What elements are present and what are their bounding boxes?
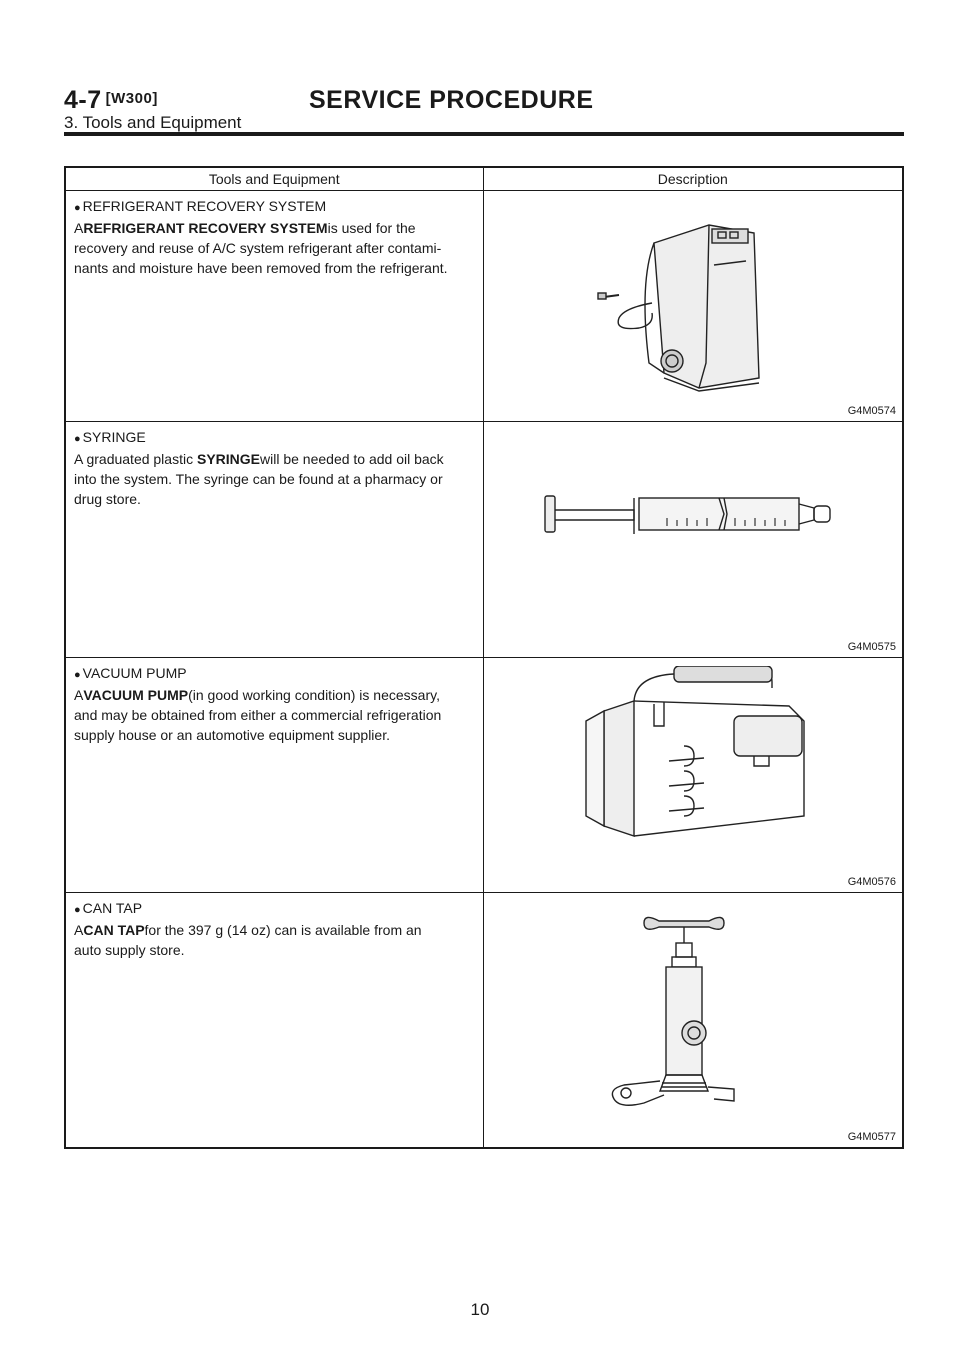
figure-cell [483,191,903,422]
bullet-icon: ● [74,669,81,681]
table-header-row [65,167,903,191]
figure-id: G4M0575 [847,641,896,653]
tool-name: CAN TAP [82,900,143,916]
page-number: 10 [470,1300,490,1319]
figure-id: G4M0577 [847,1130,896,1143]
desc-text: A [74,922,84,938]
figure-cell [483,893,903,1148]
desc-line: recovery and reuse of A/C system refrigerant after contami- [74,240,442,256]
column-header-tools: Tools and Equipment [65,167,483,191]
figure-cell [483,422,903,658]
table-row [65,191,903,422]
desc-bold: SYRINGE [196,451,260,467]
vacuum-pump-illustration [574,666,824,856]
bullet-icon: ● [74,202,81,214]
bullet-icon: ● [74,904,81,916]
tool-description [65,893,483,1148]
desc-line: supply house or an automotive equipment supplier. [74,727,390,743]
column-header-description: Description [483,167,903,191]
figure-id: G4M0576 [847,876,896,888]
desc-bold: CAN TAP [83,922,145,938]
desc-line: nants and moisture have been removed from the refrigerant. [74,260,448,276]
desc-text: will be needed to add oil back [260,451,444,467]
page-subtitle: 3. Tools and Equipment [64,113,242,132]
page-title: SERVICE PROCEDURE [309,86,594,114]
desc-text: A [74,687,84,703]
desc-text: (in good working condition) is necessary, [188,687,440,703]
desc-text: A graduated plastic [74,451,197,467]
tool-name: VACUUM PUMP [82,665,187,681]
can-tap-illustration [604,913,764,1113]
bullet-icon: ● [74,433,81,445]
desc-line: into the system. The syringe can be found at a pharmacy or [74,471,443,487]
table-row [65,422,903,658]
tool-description [65,191,483,422]
table-row [65,893,903,1148]
desc-text: A [74,220,84,236]
figure-id: G4M0574 [847,405,896,417]
desc-line: and may be obtained from either a commercial refrigeration [74,707,442,723]
table-row [65,658,903,893]
desc-line: drug store. [74,491,141,507]
tool-name: REFRIGERANT RECOVERY SYSTEM [82,198,327,214]
section-code: [W300] [105,90,158,107]
tool-description [65,658,483,893]
syringe-illustration [539,484,849,564]
tool-name: SYRINGE [82,429,146,445]
tool-description [65,422,483,658]
figure-cell [483,658,903,893]
desc-text: for the 397 g (14 oz) can is available from an [144,922,422,938]
desc-bold: VACUUM PUMP [83,687,189,703]
header-rule [64,132,904,136]
desc-text: is used for the [327,220,416,236]
section-number: 4-7 [W300] [64,86,158,114]
refrigerant-recovery-unit-illustration [594,213,794,393]
desc-line: auto supply store. [74,942,185,958]
desc-bold: REFRIGERANT RECOVERY SYSTEM [83,220,328,236]
tools-table [64,166,904,1149]
